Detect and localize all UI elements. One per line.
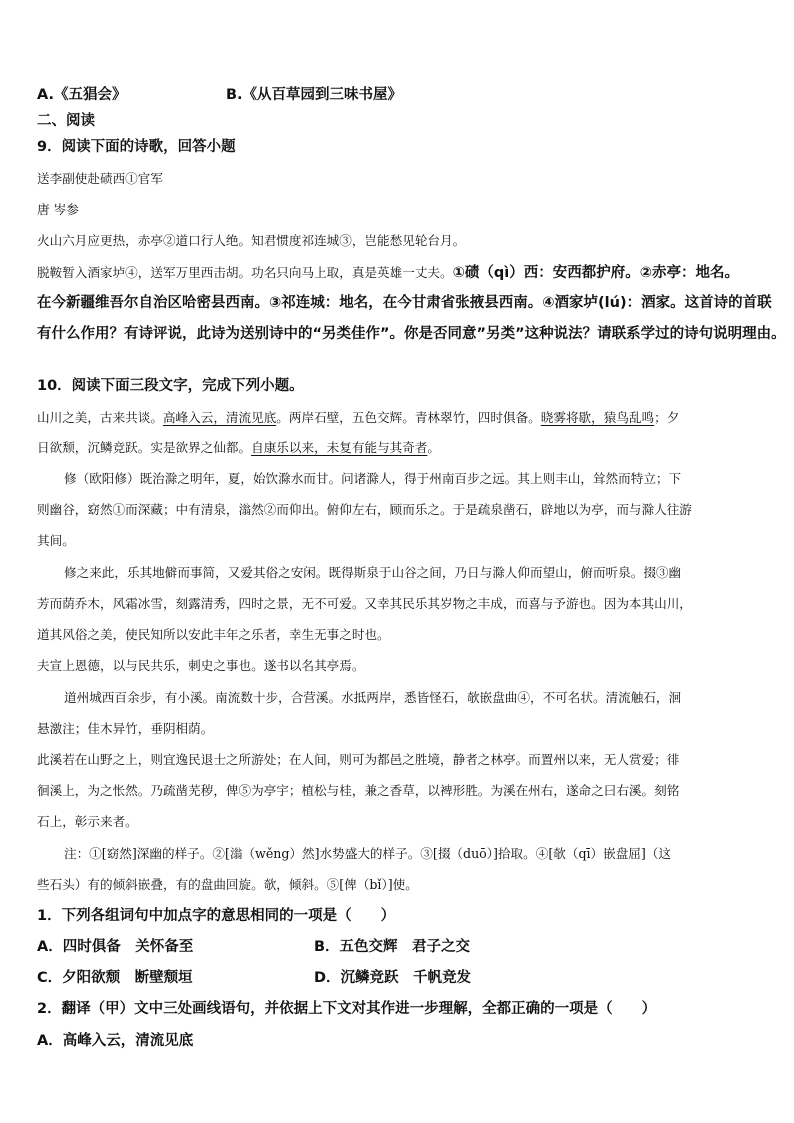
- passage-a-line-1: [37, 407, 679, 426]
- q9-title: 9．阅读下面的诗歌，回答小题: [37, 139, 236, 155]
- passage-c-line-5: 石上，彰示来者。: [37, 814, 138, 829]
- q8-option-a: A.《五猖会》: [37, 87, 127, 103]
- sub1-stem: 1．下列各组词句中加点字的意思相同的一项是（ ）: [37, 908, 396, 924]
- passage-c-line-1: 道州城西百余步，有小溪。南流数十步，合营溪。水抵两岸，悉皆怪石，欹嵌盘曲④，不可名状。清流触石，洄: [64, 690, 682, 705]
- sub1-option-b: B．五色交辉 君子之交: [314, 939, 471, 955]
- q9-poem-title: 送李副使赴碛西①官军: [37, 171, 163, 186]
- q9-poem-line-2: [37, 261, 739, 282]
- sub2-stem: 2．翻译（甲）文中三处画线语句，并依据上下文对其作进一步理解，全都正确的一项是（ ）: [37, 1001, 657, 1017]
- q9-poem-line-2-text: 脱鞍暂入酒家垆④，送军万里西击胡。功名只向马上取，真是英雄一丈夫。: [37, 265, 453, 280]
- q9-note-line: 在今新疆维吾尔自治区哈密县西南。③祁连城：地名，在今甘肃省张掖县西南。④酒家垆(lú)：酒家。这首诗的首联: [37, 295, 772, 311]
- passage-a-text: 。两岸石壁，五色交辉。青林翠竹，四时俱备。: [276, 410, 541, 425]
- passage-b-line-7: 夫宣上恩德，以与民共乐，刺史之事也。遂书以名其亭焉。: [37, 658, 365, 673]
- q8-option-b: B.《从百草园到三味书屋》: [226, 87, 403, 103]
- passage-b-line-3: 其间。: [37, 533, 75, 548]
- notes-line-2: 些石头）有的倾斜嵌叠，有的盘曲回旋。欹，倾斜。⑤[俾（bǐ）]使。: [37, 877, 418, 892]
- passage-a-text: 日欲颓，沉鳞竞跃。实是欲界之仙都。: [37, 440, 252, 455]
- passage-b-line-6: 道其风俗之美，使民知所以安此丰年之乐者，幸生无事之时也。: [37, 627, 390, 642]
- q9-question-line: 有什么作用？有诗评说，此诗为送别诗中的“另类佳作”。你是否同意”另类”这种说法？请联系学过的诗句说明理由。: [37, 326, 786, 342]
- passage-b-line-5: 芳而荫乔木，风霜冰雪，刻露清秀，四时之景，无不可爱。又幸其民乐其岁物之丰成，而喜与予游也。因为本其山川，: [37, 596, 692, 611]
- q10-title: 10．阅读下面三段文字，完成下列小题。: [37, 378, 304, 394]
- passage-c-line-4: 徊溪上，为之怅然。乃疏凿芜秽，俾⑤为亭宇；植松与桂，兼之香草，以裨形胜。为溪在州右，遂命之曰右溪。刻铭: [37, 783, 680, 798]
- sub1-option-d: D．沉鳞竞跃 千帆竞发: [314, 970, 472, 986]
- underlined-sentence-1: 高峰入云，清流见底: [162, 410, 277, 425]
- passage-a-text: ；夕: [654, 410, 680, 425]
- section-title: 二、阅读: [37, 113, 95, 129]
- sub1-option-c: C．夕阳欲颓 断壁颓垣: [37, 970, 193, 986]
- sub1-option-a: A．四时俱备 关怀备至: [37, 939, 194, 955]
- passage-b-line-1: 修（欧阳修）既治滁之明年，夏，始饮滁水而甘。问诸滁人，得于州南百步之远。其上则丰山，耸然而特立；下: [64, 471, 682, 486]
- passage-b-line-4: 修之来此，乐其地僻而事简，又爱其俗之安闲。既得斯泉于山谷之间，乃日与滁人仰而望山，俯而听泉。掇③幽: [64, 565, 682, 580]
- sub2-option-a: A．高峰入云，清流见底: [37, 1033, 194, 1049]
- passage-c-line-2: 悬激注；佳木异竹，垂阴相荫。: [37, 721, 214, 736]
- underlined-sentence-3: 自康乐以来，未复有能与其奇者: [251, 440, 428, 455]
- passage-b-line-2: 则幽谷，窈然①而深藏；中有清泉，滃然②而仰出。俯仰左右，顾而乐之。于是疏泉凿石，辟地以为亭，而与滁人往游: [37, 502, 692, 517]
- q9-author: 唐 岑参: [37, 202, 79, 217]
- passage-a-line-2: [37, 437, 440, 456]
- passage-a-text: 。: [427, 440, 440, 455]
- underlined-sentence-2: 晓雾将歇，猿鸟乱鸣: [540, 410, 655, 425]
- passage-c-line-3: 此溪若在山野之上，则宜逸民退士之所游处；在人间，则可为都邑之胜境，静者之林亭。而置州以来，无人赏爱；徘: [37, 752, 680, 767]
- notes-line-1: 注：①[窈然]深幽的样子。②[滃（wěng）然]水势盛大的样子。③[掇（duō）]拾取。④[欹（qī）嵌盘屈]（这: [64, 846, 672, 861]
- passage-a-text: 山川之美，古来共谈。: [37, 410, 163, 425]
- q9-poem-line-1: 火山六月应更热，赤亭②道口行人绝。知君惯度祁连城③，岂能愁见轮台月。: [37, 233, 466, 248]
- q9-note-start: ①碛（qì）西：安西都护府。②赤亭：地名。: [452, 265, 739, 281]
